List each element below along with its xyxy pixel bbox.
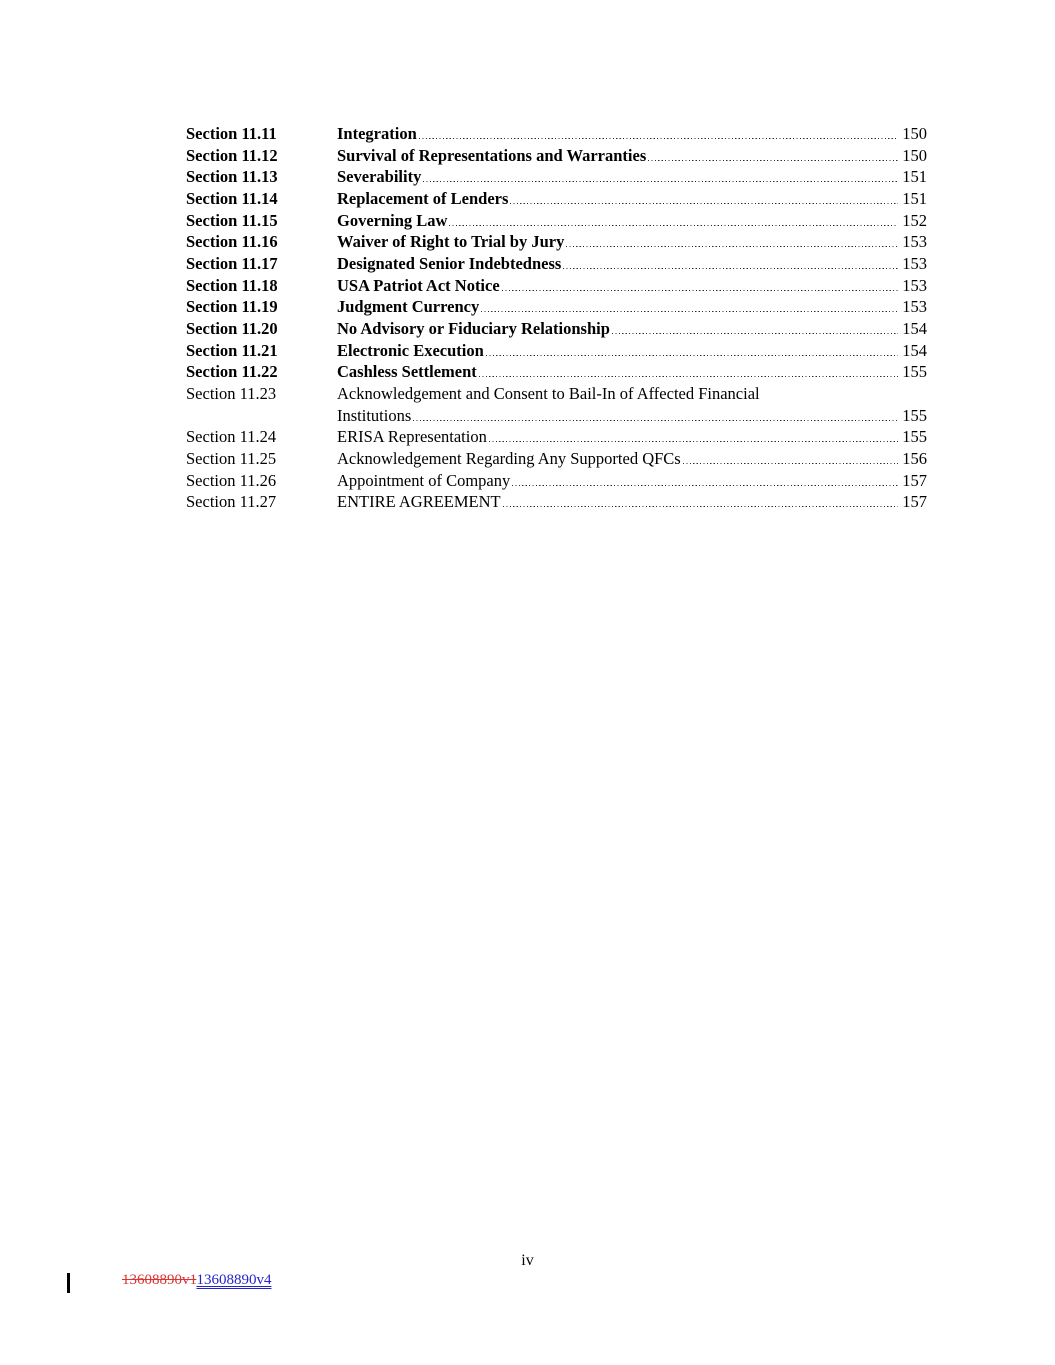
document-id-stamp xyxy=(122,1272,271,1289)
toc-entry xyxy=(186,145,927,167)
toc-entry xyxy=(186,188,927,210)
toc-entry-section: Section 11.24 xyxy=(186,427,277,447)
toc-entry-title: ERISA Representation xyxy=(337,427,487,447)
dot-leader xyxy=(566,246,898,247)
toc-entry-body xyxy=(337,383,927,405)
toc-entry xyxy=(186,210,927,232)
toc-entry-section: Section 11.21 xyxy=(186,340,278,360)
toc-entry xyxy=(186,383,927,405)
page-number: iv xyxy=(521,1252,534,1269)
toc-entry xyxy=(186,361,927,383)
dot-leader xyxy=(683,463,899,464)
toc-entry-title: Survival of Representations and Warranties xyxy=(337,145,647,165)
toc-entry xyxy=(186,231,927,253)
toc-entry-page: 150 xyxy=(902,124,927,143)
toc-entry-body xyxy=(337,448,927,470)
toc-entry-page: 150 xyxy=(902,145,927,165)
toc-entry-section: Section 11.18 xyxy=(186,275,278,295)
toc-entry-title: Electronic Execution xyxy=(337,340,484,360)
toc-entry-section-spacer xyxy=(186,405,337,427)
dot-leader xyxy=(489,441,898,442)
toc-entry-title: Judgment Currency xyxy=(337,297,480,317)
toc-entry-title: Governing Law xyxy=(337,210,448,230)
toc-entry xyxy=(186,491,927,513)
toc-entry-body xyxy=(337,426,927,448)
toc-entry-section: Section 11.20 xyxy=(186,318,278,338)
dot-leader xyxy=(648,160,898,161)
doc-id-deleted: 13608890v1 xyxy=(122,1272,197,1288)
toc-entry-title: Waiver of Right to Trial by Jury xyxy=(337,232,565,252)
toc-entry-title: Severability xyxy=(337,167,422,187)
toc-entry-section: Section 11.12 xyxy=(186,145,278,165)
dot-leader xyxy=(479,376,898,377)
toc-entry xyxy=(186,470,927,492)
toc-entry xyxy=(186,123,927,145)
toc-entry-title: Integration xyxy=(337,124,417,143)
toc-entry-body xyxy=(337,275,927,297)
toc-entry-page: 153 xyxy=(902,253,927,273)
toc-entry-page: 152 xyxy=(902,210,927,230)
dot-leader xyxy=(423,181,898,182)
toc-entry-section: Section 11.15 xyxy=(186,210,278,230)
toc-entry-body xyxy=(337,188,927,210)
toc-entry-section: Section 11.19 xyxy=(186,297,278,317)
dot-leader xyxy=(449,225,898,226)
toc-entry-wrap-line xyxy=(186,405,927,427)
toc-entry-section: Section 11.13 xyxy=(186,167,278,187)
toc-entry-title: Replacement of Lenders xyxy=(337,188,509,208)
toc-entry xyxy=(186,166,927,188)
dot-leader xyxy=(502,290,899,291)
toc-entry-title: ENTIRE AGREEMENT xyxy=(337,492,501,512)
toc-entry-body xyxy=(337,166,927,188)
toc-entry-page: 151 xyxy=(902,167,927,187)
toc-entry-page: 155 xyxy=(902,362,927,382)
toc-entry-page: 153 xyxy=(902,232,927,252)
toc-entry-section: Section 11.14 xyxy=(186,188,278,208)
toc-entry-section: Section 11.22 xyxy=(186,362,278,382)
toc-entry-body xyxy=(337,340,927,362)
toc-entry-section: Section 11.26 xyxy=(186,470,277,490)
toc-entry-section: Section 11.23 xyxy=(186,383,277,403)
toc-entry xyxy=(186,340,927,362)
toc-entry-page: 153 xyxy=(902,275,927,295)
toc-entry-body xyxy=(337,145,927,167)
toc-entry-body xyxy=(337,123,927,145)
toc-entry-section: Section 11.25 xyxy=(186,448,277,468)
toc-entry-body xyxy=(337,361,927,383)
dot-leader xyxy=(503,506,899,507)
toc-entry-title: Designated Senior Indebtedness xyxy=(337,253,562,273)
toc-entry-title: Acknowledgement and Consent to Bail-In of Affected Financial xyxy=(337,383,760,403)
toc-entry-body xyxy=(337,210,927,232)
dot-leader xyxy=(481,311,898,312)
toc-entry-page: 157 xyxy=(902,470,927,490)
toc-entry-page: 151 xyxy=(902,188,927,208)
toc-entry-title: Cashless Settlement xyxy=(337,362,477,382)
toc-entry xyxy=(186,253,927,275)
toc-entry-section: Section 11.27 xyxy=(186,492,277,512)
dot-leader xyxy=(510,203,898,204)
toc-entry-section: Section 11.11 xyxy=(186,124,277,143)
toc-entry-page: 154 xyxy=(902,340,927,360)
toc-entry-page: 157 xyxy=(902,492,927,512)
toc-entry-body xyxy=(337,405,927,427)
toc-entry-body xyxy=(337,253,927,275)
dot-leader xyxy=(419,138,899,139)
toc-entry-section: Section 11.17 xyxy=(186,253,278,273)
toc-list xyxy=(186,123,927,513)
toc-entry-title: USA Patriot Act Notice xyxy=(337,275,500,295)
dot-leader xyxy=(512,485,898,486)
dot-leader xyxy=(612,333,898,334)
dot-leader xyxy=(413,420,898,421)
toc-entry xyxy=(186,448,927,470)
toc-entry xyxy=(186,296,927,318)
toc-entry-title: Acknowledgement Regarding Any Supported QFCs xyxy=(337,448,681,468)
toc-entry xyxy=(186,426,927,448)
toc-entry-title: Institutions xyxy=(337,405,412,425)
toc-entry-title: Appointment of Company xyxy=(337,470,511,490)
toc-entry-title: No Advisory or Fiduciary Relationship xyxy=(337,318,610,338)
toc-entry-page: 155 xyxy=(902,427,927,447)
toc-entry-body xyxy=(337,296,927,318)
toc-entry xyxy=(186,318,927,340)
toc-entry-page: 154 xyxy=(902,318,927,338)
toc-entry xyxy=(186,275,927,297)
toc-entry-section: Section 11.16 xyxy=(186,232,278,252)
toc-entry-page: 155 xyxy=(902,405,927,425)
revision-change-bar xyxy=(67,1273,70,1293)
toc-entry-body xyxy=(337,318,927,340)
dot-leader xyxy=(486,355,898,356)
toc-entry-body xyxy=(337,231,927,253)
toc-entry-page: 153 xyxy=(902,297,927,317)
toc-entry-body xyxy=(337,470,927,492)
doc-id-inserted: 13608890v4 xyxy=(196,1272,272,1288)
toc-entry-body xyxy=(337,491,927,513)
dot-leader xyxy=(563,268,898,269)
toc-entry-page: 156 xyxy=(902,448,927,468)
